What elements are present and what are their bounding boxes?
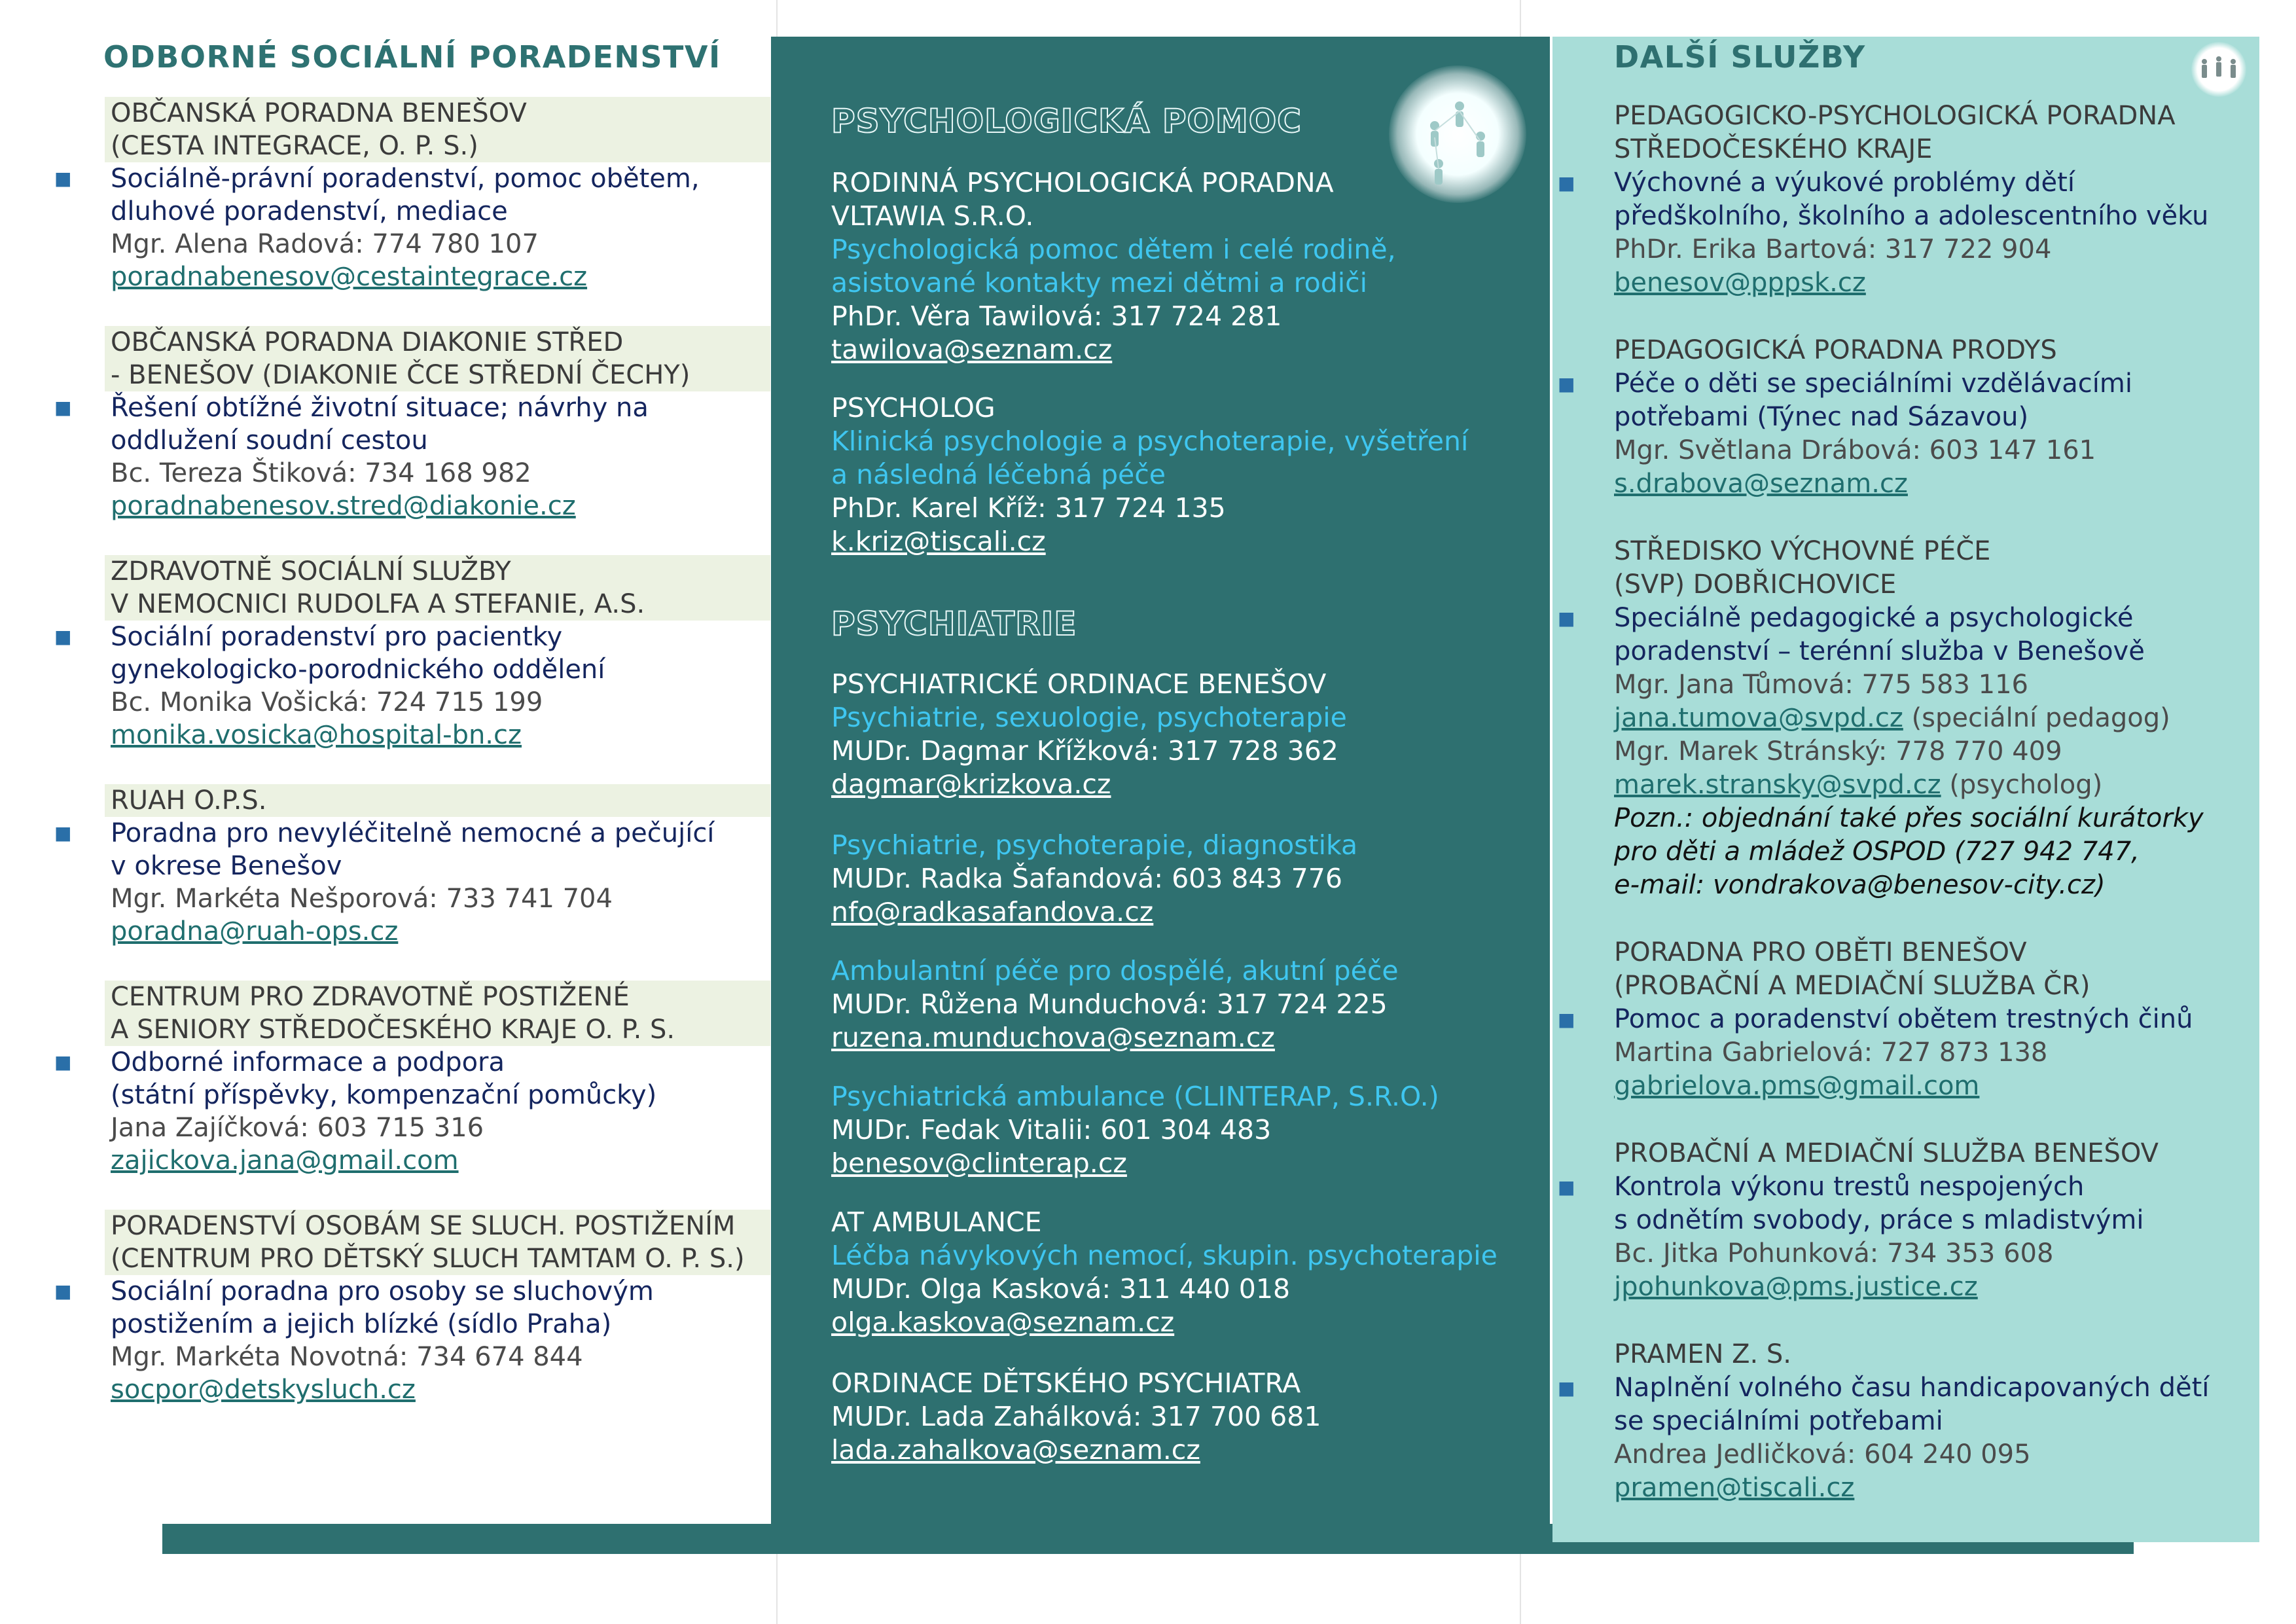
entry-description: ■ Sociální poradna pro osoby se sluchovým postižením a jejich blízké (sídlo Praha) — [54, 1276, 654, 1339]
entry-poradna-pro-obeti: PORADNA PRO OBĚTI BENEŠOV (PROBAČNÍ A MEDIAČNÍ SLUŽBA ČR) ■ Pomoc a poradenství obětem trestných činů Martina Gabrielová: 727 873 138 gabrielova.pms@gmail.com — [1614, 936, 2255, 1103]
contact-person: PhDr. Věra Tawilová: 317 724 281 — [831, 300, 1282, 332]
contact-person: MUDr. Růžena Munduchová: 317 724 225 — [831, 988, 1388, 1020]
column-psychology — [771, 37, 1550, 1524]
entry-role: (speciální pedagog) — [1903, 703, 2170, 733]
entry-svp-dobrichovice: STŘEDISKO VÝCHOVNÉ PÉČE (SVP) DOBŘICHOVICE ■ Speciálně pedagogické a psychologické poradenství – terénní služba v Benešově Mgr. Jana Tůmová: 775 583 116 jana.tumova@svpd.cz (speciální pedagog) Mgr. Marek Stránský: 778 770 409 marek.stransky@svpd.cz (psycholog) Pozn.: objednání také přes sociální kurátorky pro děti a mládež OSPOD (727 942 747, e-mail: vondrakova@benesov-city.cz) — [1614, 535, 2255, 902]
entry-contact-person: Bc. Jitka Pohunková: 734 353 608 — [1614, 1238, 2054, 1269]
heading-social-counseling: ODBORNÉ SOCIÁLNÍ PORADENSTVÍ — [103, 39, 721, 75]
column-other-services — [1552, 37, 2259, 1542]
block-detsky-psychiatr: ORDINACE DĚTSKÉHO PSYCHIATRA MUDr. Lada Zahálková: 317 700 681 lada.zahalkova@seznam.cz — [831, 1367, 1545, 1467]
block-safandova: Psychiatrie, psychoterapie, diagnostika MUDr. Radka Šafandová: 603 843 776 nfo@radkasafandova.cz — [831, 829, 1545, 929]
bullet-icon: ■ — [1558, 1176, 1575, 1198]
entry-pppsk: PEDAGOGICKO-PSYCHOLOGICKÁ PORADNA STŘEDOČESKÉHO KRAJE ■ Výchovné a výukové problémy dětí předškolního, školního a adolescentního věku PhDr. Erika Bartová: 317 722 904 benesov@pppsk.cz — [1614, 99, 2255, 300]
entry-description: ■ Sociální poradenství pro pacientky gynekologicko-porodnického oddělení — [54, 622, 605, 685]
entry-ruah — [54, 784, 774, 948]
entry-description: ■ Kontrola výkonu trestů nespojených s odnětím svobody, práce s mladistvými — [1558, 1172, 2144, 1235]
heading-psychiatry: PSYCHIATRIE — [831, 605, 1077, 643]
entry-email-row-2 — [1614, 768, 2255, 802]
contact-person: MUDr. Radka Šafandová: 603 843 776 — [831, 863, 1342, 894]
bullet-icon: ■ — [1558, 1009, 1575, 1030]
bullet-icon: ■ — [54, 1280, 72, 1302]
block-psychiatricke-ordinace: PSYCHIATRICKÉ ORDINACE BENEŠOV Psychiatrie, sexuologie, psychoterapie MUDr. Dagmar Křížková: 317 728 362 dagmar@krizkova.cz — [831, 668, 1545, 801]
entry-email-link[interactable]: jana.tumova@svpd.cz — [1614, 703, 1903, 733]
entry-contact-person: Bc. Monika Vošická: 724 715 199 — [111, 687, 543, 717]
col1-entries — [54, 97, 774, 1439]
entry-email-link[interactable]: benesov@pppsk.cz — [1614, 268, 1866, 298]
entry-email-link[interactable]: poradna@ruah-ops.cz — [111, 916, 399, 947]
entry-description: ■ Pomoc a poradenství obětem trestných činů — [1614, 1003, 2255, 1036]
entry-contact-person: Mgr. Alena Radová: 774 780 107 — [111, 229, 539, 259]
entry-email-link-2[interactable]: marek.stransky@svpd.cz — [1614, 770, 1941, 800]
heading-other-services: DALŠÍ SLUŽBY — [1614, 39, 1866, 75]
entry-description: ■ Poradna pro nevyléčitelně nemocné a pečující v okrese Benešov — [54, 818, 715, 881]
entry-contact-person: Martina Gabrielová: 727 873 138 — [1614, 1038, 2048, 1068]
entry-title: ZDRAVOTNĚ SOCIÁLNÍ SLUŽBY V NEMOCNICI RUDOLFA A STEFANIE, A.S. — [105, 555, 770, 621]
heading-psychological-help: PSYCHOLOGICKÁ POMOC — [831, 102, 1302, 140]
entry-email-link[interactable]: monika.vosicka@hospital-bn.cz — [111, 720, 522, 750]
entry-email-link[interactable]: zajickova.jana@gmail.com — [111, 1146, 459, 1176]
entry-email-link[interactable]: gabrielova.pms@gmail.com — [1614, 1071, 1980, 1101]
bullet-icon: ■ — [54, 168, 72, 189]
entry-email-link[interactable]: pramen@tiscali.cz — [1614, 1473, 1855, 1503]
entry-contact-person: Mgr. Markéta Nešporová: 733 741 704 — [111, 884, 613, 914]
entry-obcanska-poradna-benesov — [54, 97, 774, 293]
entry-note: Pozn.: objednání také přes sociální kurátorky pro děti a mládež OSPOD (727 942 747, e-mail: vondrakova@benesov-city.cz) — [1614, 803, 2204, 900]
entry-description: ■ Speciálně pedagogické a psychologické poradenství – terénní služba v Benešově — [1558, 603, 2145, 666]
entry-title: OBČANSKÁ PORADNA BENEŠOV (CESTA INTEGRACE, O. P. S.) — [105, 97, 770, 162]
entry-contact-person: Andrea Jedličková: 604 240 095 — [1614, 1439, 2031, 1470]
entry-zdravotne-socialni-sluzby — [54, 555, 774, 751]
entry-email-link[interactable]: s.drabova@seznam.cz — [1614, 469, 1908, 499]
block-vltawia: RODINNÁ PSYCHOLOGICKÁ PORADNA VLTAWIA S.R.O. Psychologická pomoc dětem i celé rodině, asistované kontakty mezi dětmi a rodiči PhDr. Věra Tawilová: 317 724 281 tawilova@seznam.cz — [831, 166, 1545, 367]
bullet-icon: ■ — [54, 1051, 72, 1073]
contact-person: MUDr. Lada Zahálková: 317 700 681 — [831, 1401, 1321, 1432]
block-clinterap: Psychiatrická ambulance (CLINTERAP, S.R.O.) MUDr. Fedak Vitalii: 601 304 483 benesov@clinterap.cz — [831, 1080, 1545, 1180]
entry-description: ■ Sociálně-právní poradenství, pomoc obětem, dluhové poradenství, mediace — [54, 164, 700, 226]
entry-email-link[interactable]: socpor@detskysluch.cz — [111, 1375, 416, 1405]
entry-role-2: (psycholog) — [1941, 770, 2103, 800]
bullet-icon: ■ — [1558, 607, 1575, 629]
bullet-icon: ■ — [1558, 1377, 1575, 1399]
entry-prodys: PEDAGOGICKÁ PORADNA PRODYS ■ Péče o děti se speciálními vzdělávacími potřebami (Týnec nad Sázavou) Mgr. Světlana Drábová: 603 147 161 s.drabova@seznam.cz — [1614, 334, 2255, 501]
people-icon — [2191, 42, 2246, 97]
email-link[interactable]: k.kriz@tiscali.cz — [831, 526, 1046, 557]
entry-contact-person: Mgr. Jana Tůmová: 775 583 116 — [1614, 670, 2028, 700]
contact-person: PhDr. Karel Kříž: 317 724 135 — [831, 492, 1226, 524]
bullet-icon: ■ — [54, 626, 72, 647]
entry-description: ■ Odborné informace a podpora (státní příspěvky, kompenzační pomůcky) — [54, 1047, 657, 1110]
block-munduchova: Ambulantní péče pro dospělé, akutní péče MUDr. Růžena Munduchová: 317 724 225 ruzena.munduchova@seznam.cz — [831, 954, 1545, 1055]
entry-pramen: PRAMEN Z. S. ■ Naplnění volného času handicapovaných dětí se speciálními potřebami Andrea Jedličková: 604 240 095 pramen@tiscali.cz — [1614, 1338, 2255, 1505]
entry-contact-person: Jana Zajíčková: 603 715 316 — [111, 1113, 484, 1143]
entry-probacni-sluzba: PROBAČNÍ A MEDIAČNÍ SLUŽBA BENEŠOV ■ Kontrola výkonu trestů nespojených s odnětím svobody, práce s mladistvými Bc. Jitka Pohunková: 734 353 608 jpohunkova@pms.justice.cz — [1614, 1137, 2255, 1304]
entry-title: OBČANSKÁ PORADNA DIAKONIE STŘED - BENEŠOV (DIAKONIE ČCE STŘEDNÍ ČECHY) — [105, 326, 770, 391]
email-link[interactable]: tawilova@seznam.cz — [831, 334, 1113, 365]
entry-contact-person: Mgr. Markéta Novotná: 734 674 844 — [111, 1342, 583, 1372]
entry-contact-person-2: Mgr. Marek Stránský: 778 770 409 — [1614, 736, 2062, 767]
bullet-icon: ■ — [54, 822, 72, 844]
bullet-icon: ■ — [1558, 373, 1575, 395]
email-link[interactable]: nfo@radkasafandova.cz — [831, 896, 1154, 928]
block-at-ambulance: AT AMBULANCE Léčba návykových nemocí, skupin. psychoterapie MUDr. Olga Kasková: 311 440 018 olga.kaskova@seznam.cz — [831, 1206, 1545, 1339]
email-link[interactable]: lada.zahalkova@seznam.cz — [831, 1434, 1200, 1466]
bullet-icon: ■ — [54, 397, 72, 418]
entry-detsky-sluch — [54, 1210, 774, 1406]
entry-description: ■ Výchovné a výukové problémy dětí předškolního, školního a adolescentního věku — [1558, 168, 2209, 231]
entry-email-row — [1614, 702, 2255, 735]
entry-centrum-zdravotne-postizene — [54, 981, 774, 1177]
entry-title: RUAH O.P.S. — [105, 784, 770, 817]
col3-entries — [1558, 99, 2255, 1539]
entry-email-link[interactable]: jpohunkova@pms.justice.cz — [1614, 1272, 1978, 1302]
entry-diakonie-stred — [54, 326, 774, 522]
entry-email-link[interactable]: poradnabenesov@cestaintegrace.cz — [111, 262, 588, 292]
email-link[interactable]: ruzena.munduchova@seznam.cz — [831, 1022, 1275, 1053]
entry-description: ■ Naplnění volného času handicapovaných dětí se speciálními potřebami — [1558, 1373, 2210, 1436]
email-link[interactable]: benesov@clinterap.cz — [831, 1147, 1127, 1179]
entry-email-link[interactable]: poradnabenesov.stred@diakonie.cz — [111, 491, 576, 521]
contact-person: MUDr. Dagmar Křížková: 317 728 362 — [831, 735, 1338, 767]
contact-person: MUDr. Fedak Vitalii: 601 304 483 — [831, 1114, 1272, 1146]
entry-contact-person: Mgr. Světlana Drábová: 603 147 161 — [1614, 435, 2096, 465]
entry-title: PORADENSTVÍ OSOBÁM SE SLUCH. POSTIŽENÍM (CENTRUM PRO DĚTSKÝ SLUCH TAMTAM O. P. S.) — [105, 1210, 770, 1275]
bullet-icon: ■ — [1558, 172, 1575, 194]
email-link[interactable]: dagmar@krizkova.cz — [831, 768, 1111, 800]
contact-person: MUDr. Olga Kasková: 311 440 018 — [831, 1273, 1291, 1305]
block-psycholog: PSYCHOLOG Klinická psychologie a psychoterapie, vyšetření a následná léčebná péče PhDr. Karel Kříž: 317 724 135 k.kriz@tiscali.cz — [831, 391, 1545, 558]
entry-contact-person: PhDr. Erika Bartová: 317 722 904 — [1614, 234, 2052, 264]
entry-description: ■ Řešení obtížné životní situace; návrhy na oddlužení soudní cestou — [54, 393, 649, 456]
email-link[interactable]: olga.kaskova@seznam.cz — [831, 1307, 1175, 1338]
entry-description: ■ Péče o děti se speciálními vzdělávacími potřebami (Týnec nad Sázavou) — [1558, 369, 2132, 432]
entry-contact-person: Bc. Tereza Štiková: 734 168 982 — [111, 458, 531, 488]
column-social-counseling — [0, 0, 772, 1506]
entry-title: CENTRUM PRO ZDRAVOTNĚ POSTIŽENÉ A SENIORY STŘEDOČESKÉHO KRAJE O. P. S. — [105, 981, 770, 1046]
